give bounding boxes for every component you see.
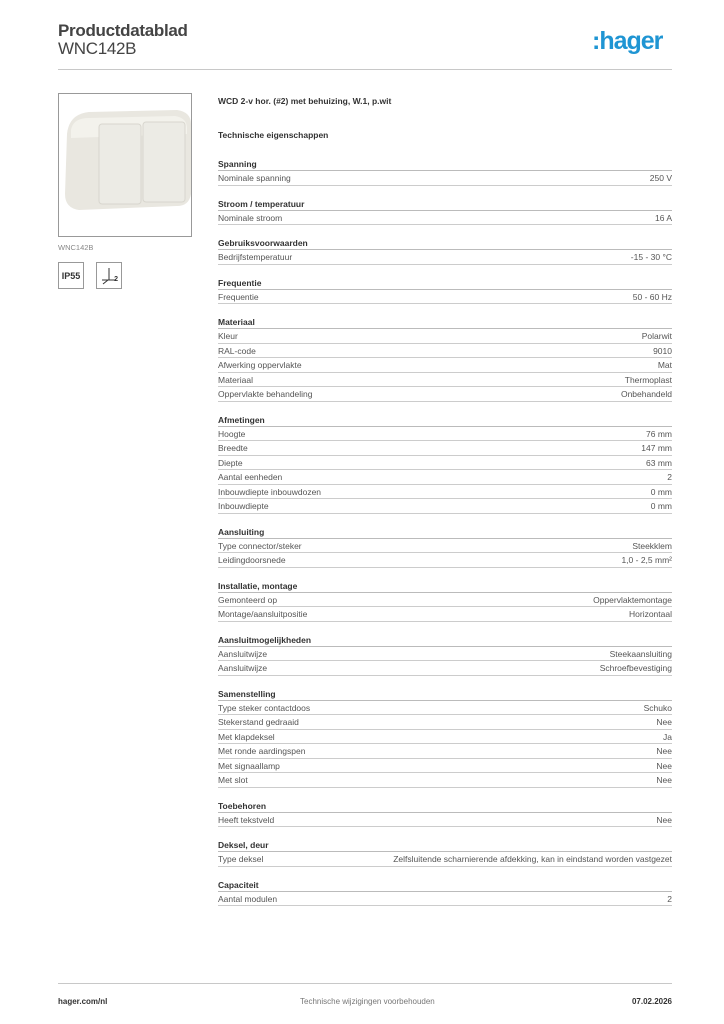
spec-row — [218, 427, 672, 442]
spec-label: Aansluitwijze — [218, 663, 268, 673]
footer-disclaimer: Technische wijzigingen voorbehouden — [300, 997, 435, 1006]
section-title: Capaciteit — [218, 877, 672, 892]
spec-section — [218, 156, 672, 186]
spec-value: Polarwit — [641, 331, 672, 341]
spec-row — [218, 539, 672, 554]
product-description: WCD 2-v hor. (#2) met behuizing, W.1, p.wit — [218, 96, 392, 106]
spec-row — [218, 759, 672, 774]
spec-row — [218, 744, 672, 759]
spec-row — [218, 456, 672, 471]
spec-value: Nee — [656, 775, 672, 785]
spec-value: Steekklem — [632, 540, 672, 551]
spec-value: 9010 — [653, 345, 672, 356]
spec-label: Oppervlakte behandeling — [218, 389, 313, 399]
footer-divider — [58, 983, 672, 984]
spec-row — [218, 715, 672, 730]
section-title: Frequentie — [218, 275, 672, 290]
spec-value: 0 mm — [650, 501, 672, 511]
section-title: Installatie, montage — [218, 578, 672, 593]
spec-label: Materiaal — [218, 374, 253, 385]
spec-row — [218, 250, 672, 265]
page-title: Productdatablad — [58, 21, 188, 40]
spec-value: Nee — [656, 717, 672, 727]
spec-row — [218, 441, 672, 456]
ip-rating: IP55 — [61, 270, 81, 281]
spec-row — [218, 773, 672, 788]
spec-label: Afwerking oppervlakte — [218, 360, 302, 370]
spec-row — [218, 344, 672, 359]
spec-label: Stekerstand gedraaid — [218, 717, 299, 727]
spec-section — [218, 196, 672, 226]
ip55-badge — [58, 262, 84, 289]
spec-label: Type connector/steker — [218, 540, 302, 551]
section-title: Deksel, deur — [218, 837, 672, 852]
spec-value: Mat — [657, 360, 672, 370]
spec-row — [218, 593, 672, 608]
spec-section — [218, 632, 672, 676]
spec-section — [218, 524, 672, 568]
spec-row — [218, 813, 672, 828]
spec-content — [218, 96, 672, 906]
tech-heading: Technische eigenschappen — [218, 130, 329, 140]
spec-row — [218, 211, 672, 226]
footer-date: 07.02.2026 — [631, 997, 672, 1006]
spec-value: Ja — [663, 731, 672, 742]
section-title: Gebruiksvoorwaarden — [218, 235, 672, 250]
spec-label: Inbouwdiepte — [218, 501, 269, 511]
spec-label: Met slot — [218, 775, 248, 785]
spec-value: 76 mm — [646, 428, 672, 439]
spec-value: -15 - 30 °C — [630, 252, 672, 262]
section-title: Materiaal — [218, 314, 672, 329]
installation-symbol-icon — [96, 262, 122, 289]
spec-label: Kleur — [218, 331, 238, 341]
spec-row — [218, 290, 672, 305]
spec-value: Horizontaal — [629, 609, 672, 619]
spec-row — [218, 701, 672, 716]
spec-value: 2 — [667, 893, 672, 904]
spec-row — [218, 553, 672, 568]
spec-value: 147 mm — [641, 443, 672, 453]
spec-label: Met signaallamp — [218, 760, 280, 771]
spec-section — [218, 578, 672, 622]
spec-section — [218, 837, 672, 867]
spec-value: 16 A — [654, 212, 672, 223]
spec-row — [218, 358, 672, 373]
spec-value: Nee — [656, 746, 672, 756]
section-title: Stroom / temperatuur — [218, 196, 672, 211]
spec-section — [218, 877, 672, 907]
spec-section — [218, 235, 672, 265]
spec-section — [218, 275, 672, 305]
spec-row — [218, 485, 672, 500]
spec-label: Hoogte — [218, 428, 246, 439]
footer-website[interactable]: hager.com/nl — [58, 997, 108, 1006]
spec-row — [218, 387, 672, 402]
spec-row — [218, 892, 672, 907]
section-title: Spanning — [218, 156, 672, 171]
spec-row — [218, 647, 672, 662]
spec-value: Steekaansluiting — [609, 648, 672, 659]
image-caption: WNC142B — [58, 243, 94, 252]
section-title: Aansluitmogelijkheden — [218, 632, 672, 647]
spec-row — [218, 730, 672, 745]
spec-label: Breedte — [218, 443, 248, 453]
section-title: Samenstelling — [218, 686, 672, 701]
spec-section — [218, 798, 672, 828]
spec-label: Met ronde aardingspen — [218, 746, 306, 756]
spec-label: Met klapdeksel — [218, 731, 275, 742]
spec-row — [218, 373, 672, 388]
spec-label: Montage/aansluitpositie — [218, 609, 308, 619]
spec-section — [218, 314, 672, 402]
spec-row — [218, 607, 672, 622]
spec-label: Diepte — [218, 457, 243, 468]
spec-value: 2 — [667, 472, 672, 482]
spec-row — [218, 852, 672, 867]
spec-label: Leidingdoorsnede — [218, 555, 286, 565]
section-title: Toebehoren — [218, 798, 672, 813]
spec-value: 1,0 - 2,5 mm² — [621, 555, 672, 565]
spec-row — [218, 171, 672, 186]
spec-section — [218, 686, 672, 788]
spec-value: Oppervlaktemontage — [593, 594, 672, 605]
spec-label: Frequentie — [218, 291, 259, 302]
spec-value: Nee — [656, 814, 672, 825]
spec-value: Zelfsluitende scharnierende afdekking, kan in eindstand worden vastgezet — [393, 854, 672, 864]
spec-label: Type deksel — [218, 854, 264, 864]
product-image — [58, 93, 192, 237]
hager-logo: :hager — [592, 27, 663, 55]
section-title: Afmetingen — [218, 412, 672, 427]
spec-value: 50 - 60 Hz — [632, 291, 672, 302]
spec-value: 63 mm — [646, 457, 672, 468]
header-divider — [58, 69, 672, 70]
spec-label: RAL-code — [218, 345, 256, 356]
spec-value: Onbehandeld — [620, 389, 672, 399]
badge-number: 2 — [114, 276, 118, 283]
spec-section — [218, 412, 672, 514]
spec-label: Bedrijfstemperatuur — [218, 252, 293, 262]
spec-label: Type steker contactdoos — [218, 702, 311, 713]
spec-value: Thermoplast — [624, 374, 672, 385]
spec-value: 0 mm — [650, 486, 672, 497]
spec-label: Heeft tekstveld — [218, 814, 275, 825]
spec-row — [218, 329, 672, 344]
spec-value: Schroefbevestiging — [599, 663, 672, 673]
section-title: Aansluiting — [218, 524, 672, 539]
spec-label: Aantal modulen — [218, 893, 278, 904]
spec-row — [218, 661, 672, 676]
product-code: WNC142B — [58, 39, 137, 58]
spec-label: Aantal eenheden — [218, 472, 283, 482]
spec-label: Inbouwdiepte inbouwdozen — [218, 486, 322, 497]
spec-value: Schuko — [643, 702, 672, 713]
spec-value: 250 V — [649, 173, 672, 183]
spec-value: Nee — [656, 760, 672, 771]
spec-row — [218, 499, 672, 514]
spec-row — [218, 470, 672, 485]
spec-label: Nominale stroom — [218, 212, 283, 223]
spec-label: Gemonteerd op — [218, 594, 278, 605]
spec-label: Aansluitwijze — [218, 648, 268, 659]
spec-label: Nominale spanning — [218, 173, 291, 183]
